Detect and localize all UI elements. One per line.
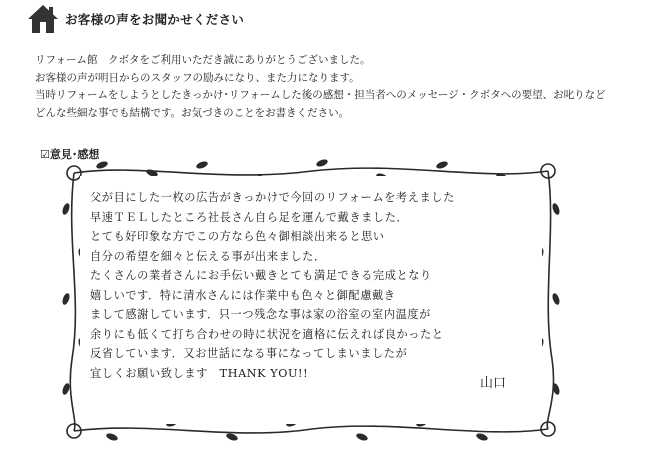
comment-line: 早速ＴＥＬしたところ社長さん自ら足を運んで戴きました． — [90, 210, 409, 224]
comment-line: 宜しくお願い致します THANK YOU!! — [90, 366, 309, 380]
page-title: お客様の声をお聞かせください — [65, 12, 245, 27]
intro-text — [35, 52, 635, 122]
comment-line: たくさんの業者さんにお手伝い戴きとても満足できる完成となり — [90, 269, 432, 282]
comment-line: とても好印象な方でこの方なら色々御相談出来ると思い — [90, 230, 385, 243]
opinion-label: ☑意見･感想 — [40, 148, 100, 161]
intro-line: どんな些細な事でも結構です。お気づきのことをお書きください。 — [35, 106, 350, 119]
intro-line: お客様の声が明日からのスタッフの励みになり、また力になります。 — [35, 71, 360, 84]
house-icon — [27, 4, 59, 34]
header — [27, 4, 627, 32]
comment-line: 父が目にした一枚の広告がきっかけで今回のリフォームを考えました — [90, 191, 455, 204]
comment-line: 反省しています．又お世話になる事になってしまいましたが — [90, 347, 408, 360]
comment-line: まして感謝しています．只一つ残念な事は家の浴室の室内温度が — [90, 308, 431, 321]
signature: 山口 — [480, 376, 507, 391]
handwritten-comment — [90, 188, 545, 383]
comment-line: 嬉しいです．特に清水さんには作業中も色々と御配慮戴き — [90, 288, 396, 302]
comment-line: 余りにも低くて打ち合わせの時に状況を適格に伝えれば良かったと — [90, 327, 444, 341]
check-icon: ☑ — [40, 148, 50, 161]
intro-line: 当時リフォームをしようとしたきっかけ･リフォームした後の感想・担当者へのメッセージ・クボタへの要望、お叱りなど — [35, 89, 606, 101]
comment-line: 自分の希望を細々と伝える事が出来ました． — [90, 249, 326, 263]
intro-line: リフォーム館 クボタをご利用いただき誠にありがとうございました。 — [35, 54, 371, 66]
